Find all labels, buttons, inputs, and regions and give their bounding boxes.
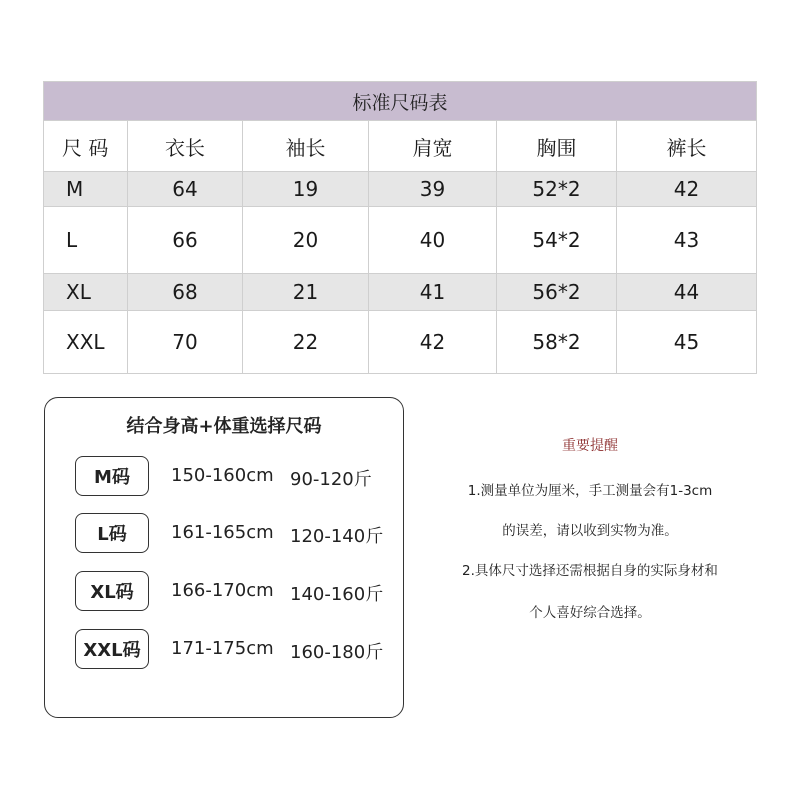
- height-weight-row: [45, 629, 403, 671]
- table-header-row: [44, 121, 757, 172]
- size-badge: M码: [75, 456, 149, 496]
- weight-range: 140-160斤: [290, 584, 384, 605]
- cell-sleeve: 19: [243, 172, 369, 207]
- cell-sleeve: 20: [243, 207, 369, 274]
- cell-chest: 58*2: [497, 311, 617, 374]
- weight-range: 160-180斤: [290, 642, 384, 663]
- height-weight-row: [45, 571, 403, 613]
- cell-chest: 56*2: [497, 274, 617, 311]
- cell-sleeve: 21: [243, 274, 369, 311]
- cell-sleeve: 22: [243, 311, 369, 374]
- reminder-line: 2.具体尺寸选择还需根据自身的实际身材和: [462, 563, 718, 579]
- height-weight-row: [45, 456, 403, 498]
- size-badge: XXL码: [75, 629, 149, 669]
- size-badge: L码: [75, 513, 149, 553]
- reminder-line: 1.测量单位为厘米，手工测量会有1-3cm: [467, 483, 713, 499]
- table-row: [44, 274, 757, 311]
- cell-pants-length: 43: [617, 207, 757, 274]
- header-shoulder: 肩宽: [369, 121, 497, 172]
- cell-shoulder: 41: [369, 274, 497, 311]
- size-chart-table: [43, 81, 757, 374]
- cell-shoulder: 39: [369, 172, 497, 207]
- cell-size: XL: [44, 274, 128, 311]
- header-chest: 胸围: [497, 121, 617, 172]
- height-range: 161-165cm: [171, 522, 274, 543]
- cell-size: L: [44, 207, 128, 274]
- header-sleeve: 袖长: [243, 121, 369, 172]
- cell-pants-length: 44: [617, 274, 757, 311]
- cell-length: 68: [128, 274, 243, 311]
- size-badge: XL码: [75, 571, 149, 611]
- height-range: 150-160cm: [171, 465, 274, 486]
- height-range: 166-170cm: [171, 580, 274, 601]
- header-length: 衣长: [128, 121, 243, 172]
- header-size: 尺 码: [44, 121, 128, 172]
- cell-size: XXL: [44, 311, 128, 374]
- cell-chest: 54*2: [497, 207, 617, 274]
- height-weight-row: [45, 513, 403, 555]
- size-chart-title: 标准尺码表: [44, 82, 757, 121]
- weight-range: 120-140斤: [290, 526, 384, 547]
- cell-shoulder: 40: [369, 207, 497, 274]
- height-range: 171-175cm: [171, 638, 274, 659]
- reminder-line: 个人喜好综合选择。: [529, 605, 651, 621]
- reminder-line: 的误差，请以收到实物为准。: [502, 523, 678, 539]
- table-row: [44, 207, 757, 274]
- height-weight-panel: [44, 397, 404, 718]
- cell-length: 64: [128, 172, 243, 207]
- weight-range: 90-120斤: [290, 469, 372, 490]
- cell-shoulder: 42: [369, 311, 497, 374]
- table-row: [44, 172, 757, 207]
- cell-size: M: [44, 172, 128, 207]
- cell-pants-length: 45: [617, 311, 757, 374]
- height-weight-title: 结合身高+体重选择尺码: [126, 416, 322, 437]
- reminder-title: 重要提醒: [562, 438, 618, 454]
- cell-length: 70: [128, 311, 243, 374]
- cell-length: 66: [128, 207, 243, 274]
- cell-pants-length: 42: [617, 172, 757, 207]
- table-row: [44, 311, 757, 374]
- header-pants-length: 裤长: [617, 121, 757, 172]
- cell-chest: 52*2: [497, 172, 617, 207]
